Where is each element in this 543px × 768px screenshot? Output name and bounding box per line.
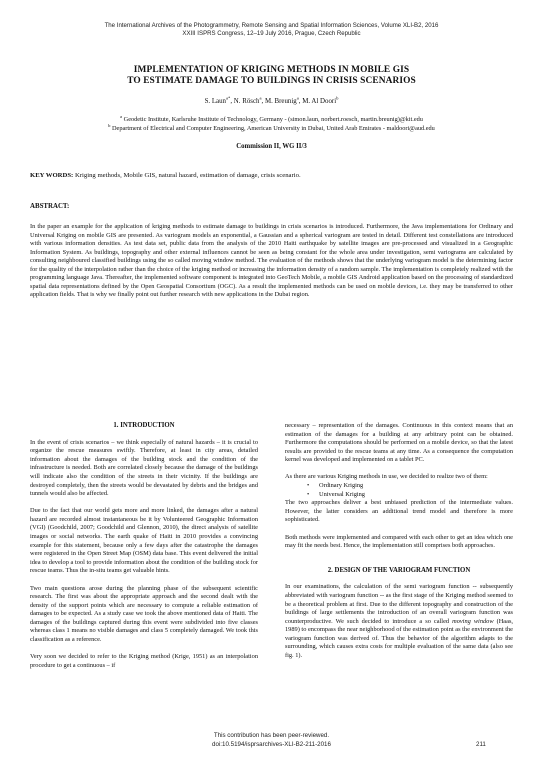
affiliation-text: Department of Electrical and Computer Engineering, American University in Dubai, United Arab Emirates - maldoori@aud.edu [110, 124, 435, 132]
author-list [40, 95, 503, 105]
affiliation-mark: b [108, 122, 111, 128]
kriging-method-list [285, 482, 513, 499]
author-mark: a* [226, 95, 231, 101]
author-separator: , [230, 98, 234, 105]
author-mark: a [259, 95, 262, 101]
affiliation-mark: a [120, 113, 123, 119]
left-column [30, 422, 258, 679]
list-item: • Ordinary Kriging [307, 482, 513, 491]
abstract-heading: ABSTRACT: [30, 203, 70, 210]
paragraph: As there are various Kriging methods in use, we decided to realize two of them: [285, 473, 488, 481]
doi-line: doi:10.5194/isprsarchives-XLI-B2-211-2016 [212, 740, 331, 748]
paragraph: Very soon we decided to refer to the Kriging method (Krige, 1951) as an interpolation procedure to get a continuous – if [30, 653, 258, 669]
title-line-2: TO ESTIMATE DAMAGE TO BUILDINGS IN CRISIS SCENARIOS [127, 76, 416, 86]
author-name: M. Al Doori [302, 98, 337, 105]
author-name: N. Rösch [233, 98, 260, 105]
affiliations [40, 113, 503, 133]
author-mark: a [296, 95, 299, 101]
section-heading-introduction: 1. INTRODUCTION [113, 422, 175, 429]
page-footer [20, 732, 523, 749]
paragraph-text: In our examinations, the calculation of the semi variogram function -- subsequently abbreviated with variogram function -- as the first stage of the Kriging method seemed to be a theoretical problem at first. Due to the different topography and construction of the buildings of large settlements the introduction of an overall variogram function was counterproductive. We such decided to introduce a so called [285, 583, 513, 625]
paragraph: Both methods were implemented and compared with each other to get an idea which one may fit the needs best. Hence, the implementation still comprises both approaches. [285, 533, 513, 550]
running-header [20, 22, 523, 39]
list-item: • Universal Kriging [307, 491, 513, 500]
paragraph: necessary – representation of the damages. Continuous in this context means that an estimation of the damages for a building at any arbitrary point can be obtained. Furthermore the computations should be performed on a mobile device, so that the latest results are provided to the rescue teams at any time. As a consequence the computation kernel was developed and implemented on a tablet PC. [285, 422, 513, 464]
paragraph [285, 583, 513, 660]
commission-line: Commission II, WG II/3 [236, 143, 307, 150]
author-name: S. Laun [204, 98, 226, 105]
author-separator: , [261, 98, 265, 105]
section-heading-variogram: 2. DESIGN OF THE VARIOGRAM FUNCTION [327, 566, 471, 574]
author-mark: b [336, 95, 339, 101]
peer-review-note: This contribution has been peer-reviewed. [213, 732, 330, 739]
abstract-body: In the paper an example for the application of kriging methods to estimate damage to buildings in crisis scenarios is introduced. Furthermore, the Java implementations for Ordinary and Universal Kriging on mobile GIS are presented. As variogram models an exponential, a Gaussian and a spherical variogram are tested in detail. Different test constellations are introduced with various information densities. As test data set, public data from the analysis of the 2010 Haiti earthquake by satellite images are pre-processed and visualized in a Geographic Information System. As buildings, topography and other external influences cannot be seen as being constant for the whole area under investigation, semi variograms are calculated by consulting neighboured classified buildings using the so called moving window method. The evaluation of the methods shows that the underlying variogram model is the determining factor for the quality of the interpolation rather than the choice of the kriging method or increasing the information density of a random sample. The implementation is completely realized with the programming language Java. Thereafter, the implemented software component is integrated into GeoTech Mobile, a mobile GIS Android application based on the processing of standardized spatial data representations defined by the Open Geospatial Consortium (OGC). As a result the implemented methods can be used on mobile devices, i.e. they may be transferred to other application fields. That is why we finally point out further research with new applications in the Dubai region. [30, 223, 513, 299]
paragraph: Due to the fact that our world gets more and more linked, the damages after a natural hazard are recorded almost instantaneous be it by Volunteered Geographic Information (VGI) (Goodchild, 2007; Goodchild and Glennon, 2010), the direct analysis of satellite images or social networks. The earth quake of Haiti in 2010 provides a convincing example for this statement, because only a few days after the catastrophe the damages were registered in the Open Street Map (OSM) data base. This event delivered the initial idea to develop a tool to provide information about the condition of the building stock for rescue teams. Thus the in-situ teams get valuable hints. [30, 507, 258, 575]
affiliation-text: Geodetic Institute, Karlsruhe Institute of Technology, Germany - (simon.laun, norbert.roesch, martin.breunig)@kit.edu [122, 116, 423, 123]
header-congress-line: XXIII ISPRS Congress, 12–19 July 2016, Prague, Czech Republic [182, 30, 361, 38]
keywords-label: KEY WORDS: [30, 172, 74, 179]
author-name: M. Breunig [264, 98, 297, 105]
paragraph-text: (Haas, 1989) to encompass the near neighborhood of the estimation point as the environment the variogram function was derived of. Thus the behavior of the algorithm adapts to the surrounding, which causes extra costs for multiple evaluation of the same data (also see fig. 1). [285, 617, 513, 660]
affiliation-b [40, 122, 503, 134]
page-number: 211 [476, 740, 486, 748]
keywords-text: Kriging methods, Mobile GIS, natural hazard, estimation of damage, crisis scenario. [73, 172, 301, 179]
title-line-1: IMPLEMENTATION OF KRIGING METHODS IN MOBILE GIS [133, 65, 410, 75]
paragraph: The two approaches deliver a best unbiased prediction of the intermediate values. However, the latter considers an additional trend model and therefore is more sophisticated. [285, 499, 513, 524]
header-journal-line: The International Archives of the Photogrammetry, Remote Sensing and Spatial Information Sciences, Volume XLI-B2, 2016 [104, 22, 439, 29]
author-separator: , [298, 98, 303, 105]
paper-title [40, 65, 503, 87]
right-column [285, 422, 513, 669]
paragraph: In the event of crisis scenarios – we think especially of natural hazards – it is crucial to organize the rescue measures swiftly. Therefore, at least in city areas, detailed information about the damages of the building stock and the condition of the infrastructure is needed. Both are correlated closely because the damage of the buildings will indicate also the condition of the streets in their vicinity. If the buildings are destroyed completely, then the streets would be devastated by debris and the bridges and tunnels would also be affected. [30, 438, 258, 498]
keywords [30, 172, 513, 179]
emphasis-term: moving window [452, 617, 494, 625]
paragraph: Two main questions arose during the planning phase of the subsequent scientific research. The first was about the appropriate approach and the second dealt with the density of the support points which are necessary to compute a reliable estimation of damages to be expected. As a study case we took the above mentioned data of Haiti. The damages of the buildings captured during this event were subdivided into five classes whereas class 1 means no visible damages and class 5 completely damaged. We took this classification as a reference. [30, 584, 258, 644]
